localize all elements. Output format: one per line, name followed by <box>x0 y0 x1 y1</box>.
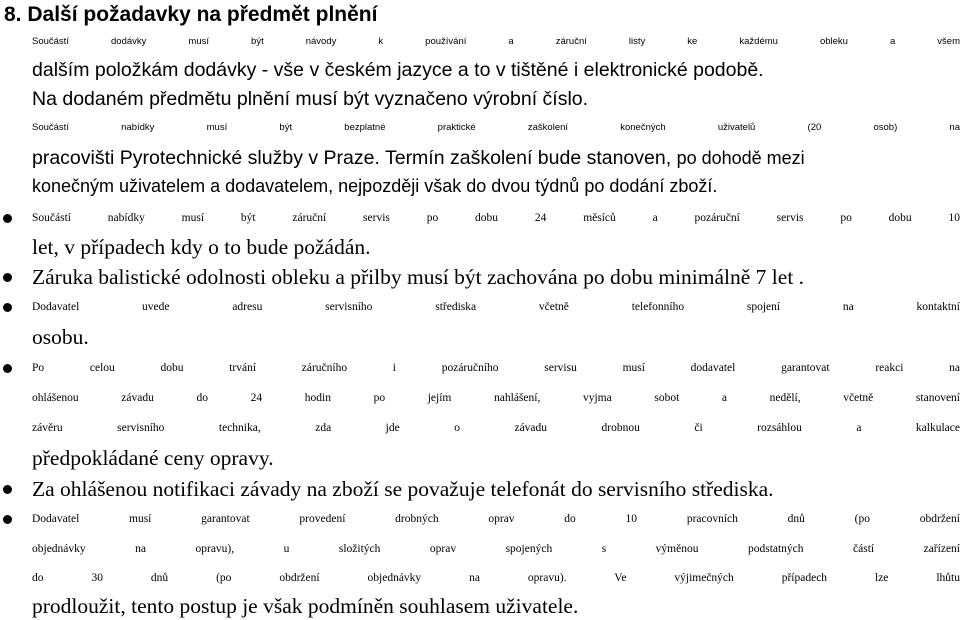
bullet-marker <box>3 273 12 282</box>
bullet-line: objednávky na opravu), u složitých oprav spojených s výměnou podstatných částí zařízení <box>32 543 960 555</box>
bullet-marker <box>3 214 12 223</box>
bullet-line: Po celou dobu trvání záručního i pozáručního servisu musí dodavatel garantovat reakci na <box>32 362 960 374</box>
intro-line: dalším položkám dodávky - vše v českém jazyce a to v tištěné i elektronické podobě. <box>32 59 764 81</box>
bullet-marker <box>3 364 12 373</box>
intro-line-part: pracovišti Pyrotechnické služby v Praze. <box>32 147 380 169</box>
bullet-line: předpokládané ceny opravy. <box>32 446 274 470</box>
section-heading: 8. Další požadavky na předmět plnění <box>4 3 378 26</box>
bullet-line: Za ohlášenou notifikaci závady na zboží se považuje telefonát do servisního střediska. <box>32 477 774 501</box>
bullet-marker <box>3 303 12 312</box>
bullet-line: Dodavatel musí garantovat provedení drobných oprav do 10 pracovních dnů (po obdržení <box>32 513 960 525</box>
bullet-line: Součástí nabídky musí být záruční servis po dobu 24 měsíců a pozáruční servis po dobu 10 <box>32 212 960 224</box>
bullet-line: Dodavatel uvede adresu servisního střediska včetně telefonního spojení na kontaktní <box>32 301 960 313</box>
bullet-marker <box>3 515 12 524</box>
intro-line: konečným uživatelem a dodavatelem, nejpozději však do dvou týdnů po dodání zboží. <box>32 176 718 196</box>
bullet-line: závěru servisního technika, zda jde o závadu drobnou či rozsáhlou a kalkulace <box>32 422 960 434</box>
intro-line-part: Termín zaškolení bude stanoven, <box>384 147 672 169</box>
intro-line: Součástí nabídky musí být bezplatné praktické zaškolení konečných uživatelů (20 osob) na <box>32 122 960 133</box>
bullet-line: ohlášenou závadu do 24 hodin po jejím nahlášení, vyjma sobot a nedělí, včetně stanovení <box>32 392 960 404</box>
bullet-line: let, v případech kdy o to bude požádán. <box>32 235 371 259</box>
bullet-line: Záruka balistické odolnosti obleku a přilby musí být zachována po dobu minimálně 7 let . <box>32 265 805 289</box>
intro-line: Na dodaném předmětu plnění musí být vyznačeno výrobní číslo. <box>32 88 589 110</box>
bullet-line: prodloužit, tento postup je však podmíněn souhlasem uživatele. <box>32 594 579 618</box>
intro-line-part: po dohodě mezi <box>676 148 805 168</box>
bullet-line: do 30 dnů (po obdržení objednávky na opravu). Ve výjimečných případech lze lhůtu <box>32 572 960 584</box>
intro-line: Součástí dodávky musí být návody k používání a záruční listy ke každému obleku a všem <box>32 36 960 47</box>
bullet-line: osobu. <box>32 325 89 349</box>
intro-line-mixed <box>32 144 805 172</box>
bullet-marker <box>3 485 12 494</box>
